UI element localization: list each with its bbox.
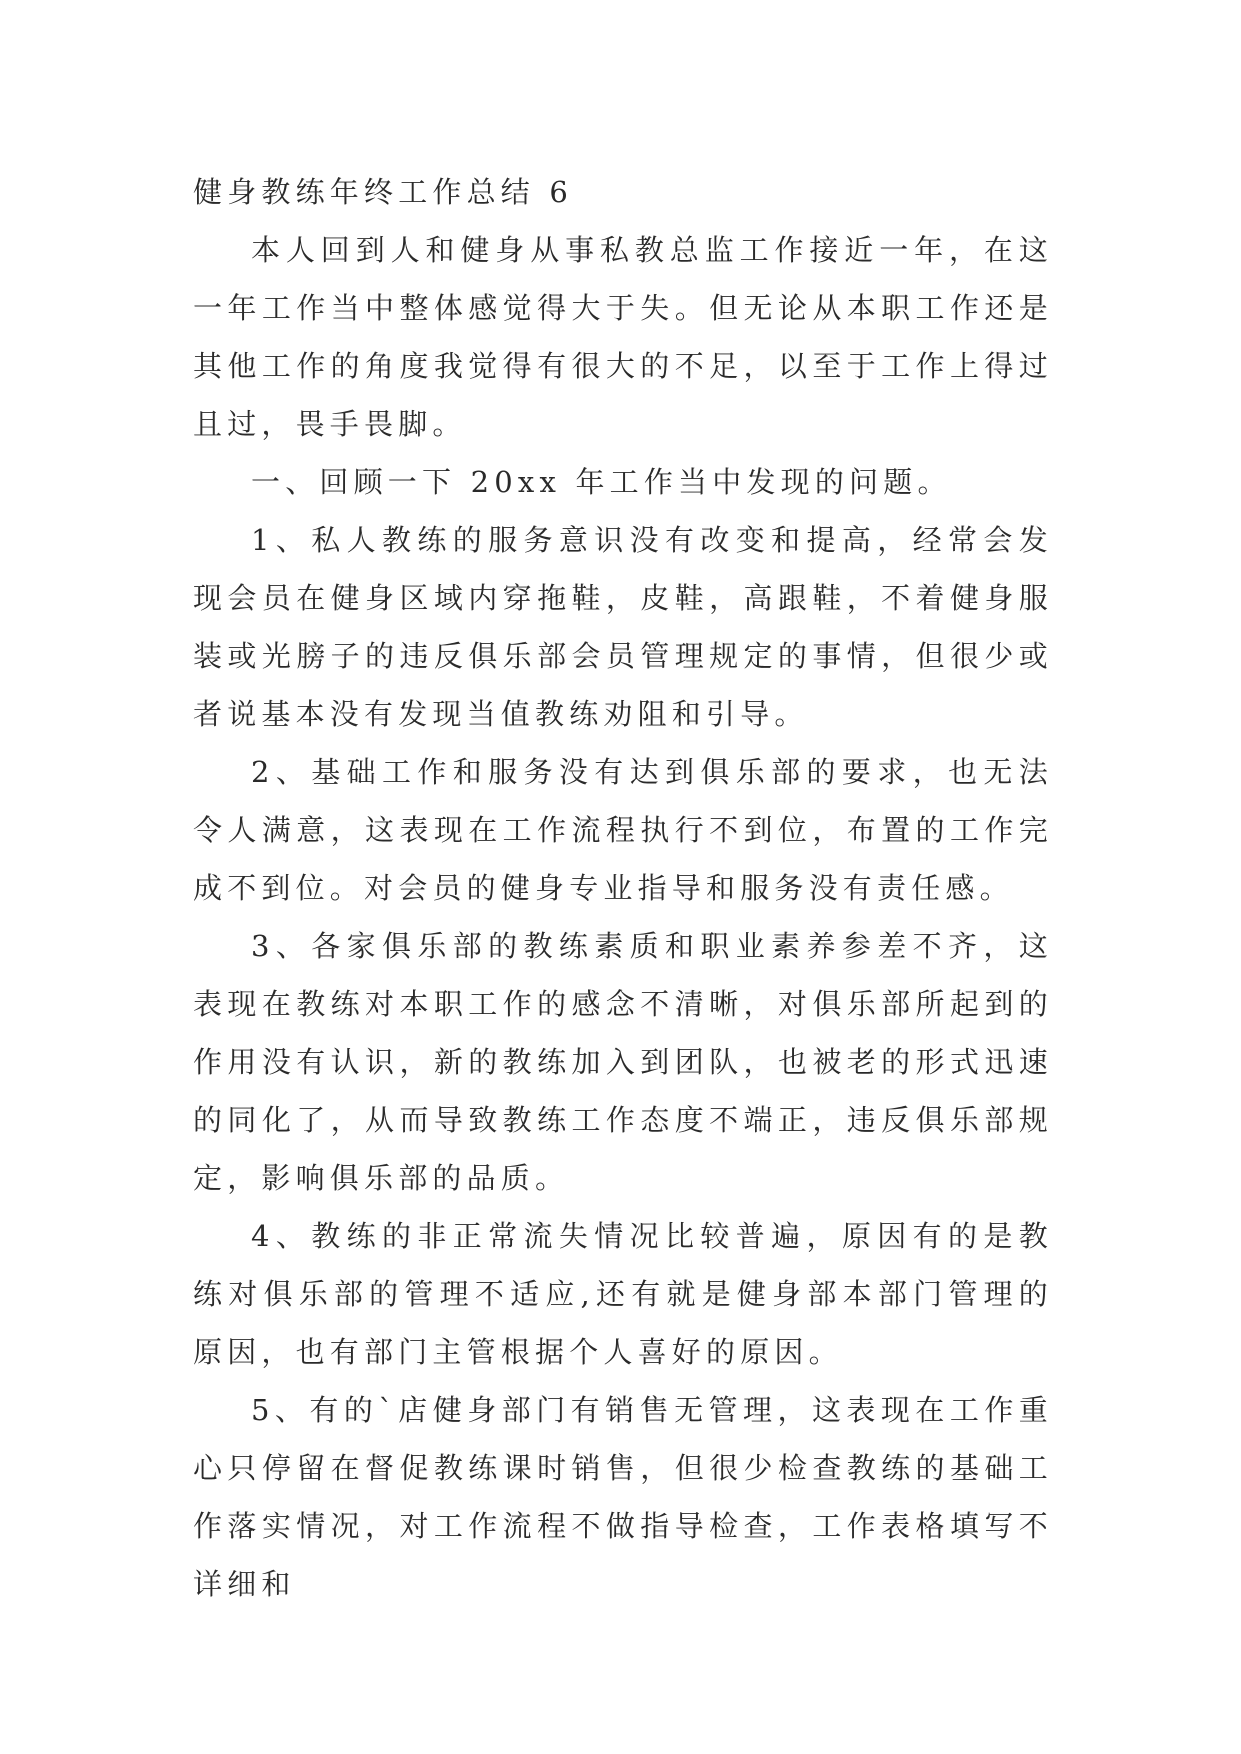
paragraph-item-3: 3、各家俱乐部的教练素质和职业素养参差不齐，这表现在教练对本职工作的感念不清晰，对俱乐部所起到的作用没有认识，新的教练加入到团队，也被老的形式迅速的同化了，从而导致教练工作态度不端正，违反俱乐部规定，影响俱乐部的品质。 [193,929,1053,1195]
paragraph-item-4: 4、教练的非正常流失情况比较普遍，原因有的是教练对俱乐部的管理不适应,还有就是健身部本部门管理的原因，也有部门主管根据个人喜好的原因。 [193,1219,1053,1369]
paragraph-item-5: 5、有的`店健身部门有销售无管理，这表现在工作重心只停留在督促教练课时销售，但很少检查教练的基础工作落实情况，对工作流程不做指导检查，工作表格填写不详细和 [193,1393,1053,1601]
paragraph-item-1: 1、私人教练的服务意识没有改变和提高，经常会发现会员在健身区域内穿拖鞋，皮鞋，高跟鞋，不着健身服装或光膀子的违反俱乐部会员管理规定的事情，但很少或者说基本没有发现当值教练劝阻和引导。 [193,523,1053,731]
paragraph-section-heading: 一、回顾一下 20xx 年工作当中发现的问题。 [251,465,952,499]
paragraph-item-2: 2、基础工作和服务没有达到俱乐部的要求，也无法令人满意，这表现在工作流程执行不到位，布置的工作完成不到位。对会员的健身专业指导和服务没有责任感。 [193,755,1053,905]
paragraph-intro: 本人回到人和健身从事私教总监工作接近一年，在这一年工作当中整体感觉得大于失。但无论从本职工作还是其他工作的角度我觉得有很大的不足，以至于工作上得过且过，畏手畏脚。 [193,233,1053,441]
document-page [193,163,1053,1613]
document-title: 健身教练年终工作总结 6 [193,175,574,209]
